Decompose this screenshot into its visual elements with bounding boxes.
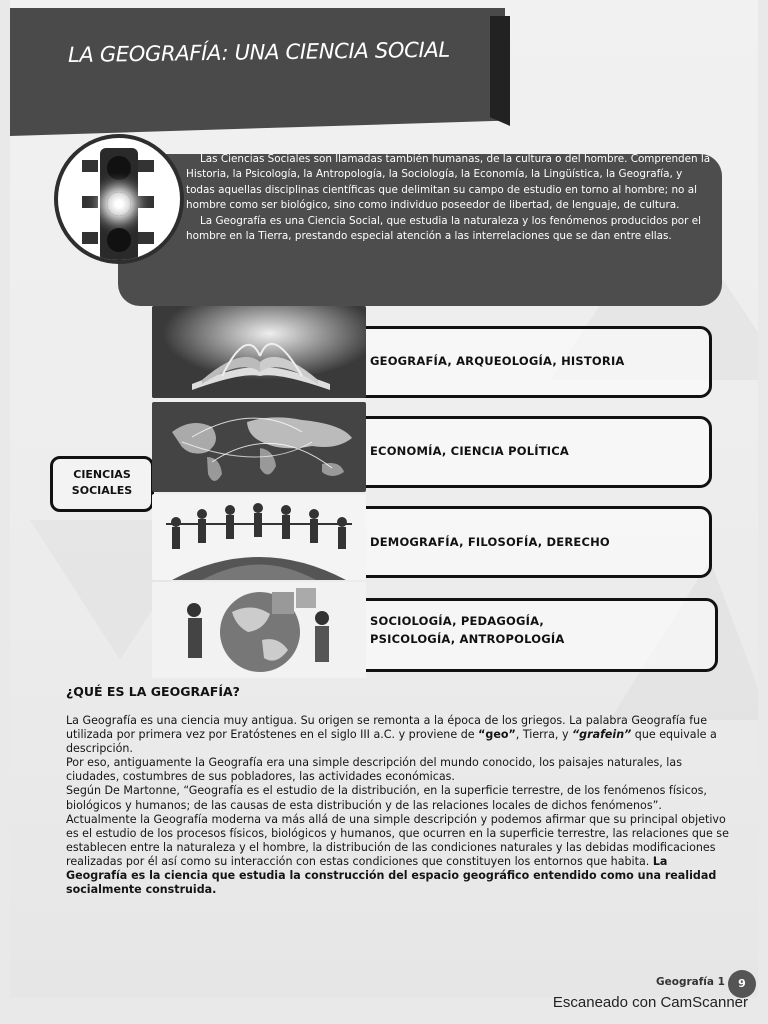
traffic-light-icon <box>54 134 184 264</box>
camscanner-watermark: Escaneado con CamScanner <box>552 994 748 1011</box>
ciencias-label-line1: CIENCIAS <box>73 468 131 481</box>
traffic-light-top <box>107 156 131 180</box>
traffic-light-wing <box>138 196 154 208</box>
world-map-icon <box>152 402 366 492</box>
ciencias-label-line2: SOCIALES <box>71 484 133 497</box>
paragraph-1 <box>66 714 730 756</box>
discipline-label-4-line2: PSICOLOGÍA, ANTROPOLOGÍA <box>370 632 565 646</box>
paragraph-1-text: , Tierra, y <box>515 728 573 742</box>
discipline-label-4-line1: SOCIOLOGÍA, PEDAGOGÍA, <box>370 614 544 628</box>
traffic-light-wing <box>138 160 154 172</box>
people-globe-icon <box>152 494 366 580</box>
discipline-label-2: ECONOMÍA, CIENCIA POLÍTICA <box>370 444 569 458</box>
ciencias-sociales-label <box>50 456 154 512</box>
discipline-label-3: DEMOGRAFÍA, FILOSOFÍA, DERECHO <box>370 535 610 549</box>
discipline-label-1: GEOGRAFÍA, ARQUEOLOGÍA, HISTORIA <box>370 354 625 368</box>
traffic-light-middle <box>107 192 131 216</box>
title-banner-accent <box>490 16 510 126</box>
intro-paragraph-2: La Geografía es una Ciencia Social, que estudia la naturaleza y los fenómenos producidos por el hombre en la Tierra, prestando especial atención a las interrelaciones que se dan entre ellas. <box>186 214 702 243</box>
paragraph-1-text: que equivale a descripción. <box>66 728 717 756</box>
paragraph-4 <box>66 813 730 898</box>
textbook-page <box>10 0 758 998</box>
grafein-term: “grafein” <box>572 728 632 742</box>
paragraph-1-text: La Geografía es una ciencia muy antigua. Su origen se remonta a la época de los griegos. La palabra Geografía fue utilizada por primera vez por Eratóstenes en el siglo III a.C. y proviene de <box>66 714 708 742</box>
section-heading: ¿QUÉ ES LA GEOGRAFÍA? <box>66 684 240 699</box>
traffic-light-bottom <box>107 228 131 252</box>
puzzle-globe-icon <box>152 582 366 678</box>
traffic-light-wing <box>138 232 154 244</box>
section-body <box>66 714 730 897</box>
geo-term: “geo” <box>478 728 516 742</box>
traffic-light-wing <box>82 196 98 208</box>
traffic-light-wing <box>82 160 98 172</box>
paragraph-3: Según De Martonne, “Geografía es el estudio de la distribución, en la superficie terrestre, de los fenómenos físicos, biológicos y humanos; de las causas de esta distribución y de las relaciones locales de dichos fenómenos”. <box>66 784 707 812</box>
footer-label: Geografía 1 <box>656 976 725 988</box>
intro-paragraph-1: Las Ciencias Sociales son llamadas también humanas, de la cultura o del hombre. Comprenden la Historia, la Psicología, la Antropología, la Sociología, la Economía, la Lingüística, la Geografía, y todas aquellas disciplinas científicas que delimitan su campo de estudio en torno al hombre; no al hombre como ser biológico, sino como individuo poseedor de libertad, de lenguaje, de cultura. <box>186 153 711 212</box>
traffic-light-body <box>100 148 138 262</box>
paragraph-2: Por eso, antiguamente la Geografía era una simple descripción del mundo conocido, los paisajes naturales, las ciudades, costumbres de sus pobladores, las actividades económicas. <box>66 756 682 784</box>
paragraph-4-text: Actualmente la Geografía moderna va más allá de una simple descripción y podemos afirmar que su principal objetivo es el estudio de los procesos físicos, biológicos y humanos, que ocurren en la superficie terrestre, las relaciones que se establecen entre la naturaleza y el hombre, la distribución de las condiciones naturales y las debidas modificaciones realizadas por él así como su interacción con estas condiciones que constituyen los entornos que habita. <box>66 812 729 868</box>
page-title: LA GEOGRAFÍA: UNA CIENCIA SOCIAL <box>67 37 451 68</box>
intro-text <box>186 152 712 244</box>
traffic-light-wing <box>82 232 98 244</box>
paragraph-4-bold: La Geografía es la ciencia que estudia la construcción del espacio geográfico entendido como una realidad socialmente construida. <box>66 854 717 897</box>
page-number: 9 <box>728 970 756 998</box>
title-banner <box>10 8 505 136</box>
book-icon <box>152 306 366 398</box>
